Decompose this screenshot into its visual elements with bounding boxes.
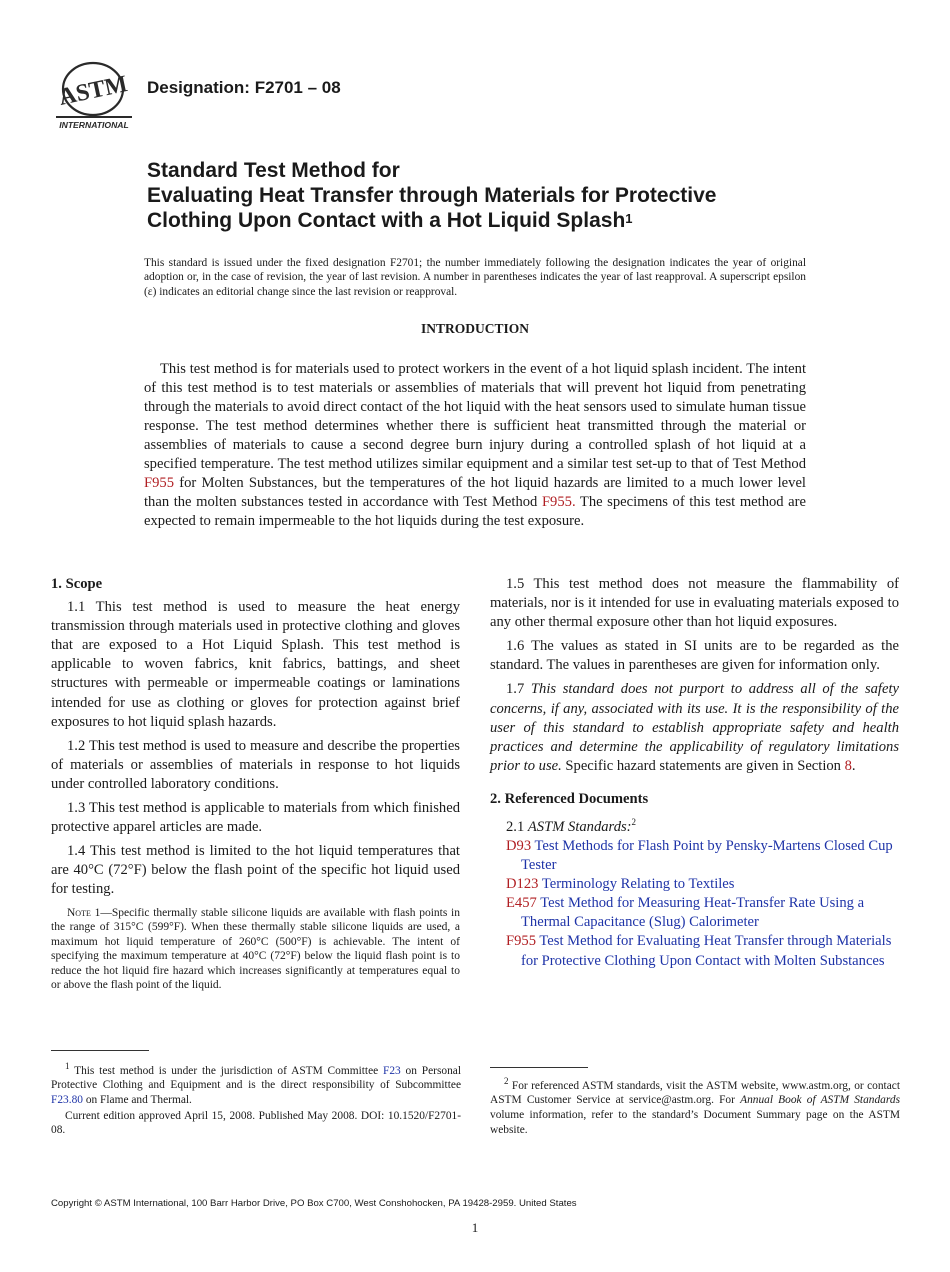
section-8-link[interactable]: 8 bbox=[844, 757, 852, 774]
footnote-1-text bbox=[51, 1059, 461, 1108]
astm-logo bbox=[52, 58, 134, 132]
footnote-2 bbox=[490, 1074, 900, 1138]
footnote-1-b: on Personal Protective Clothing and Equipment and is the direct responsibility of Subcommittee bbox=[51, 1064, 461, 1092]
footnote-rule-left bbox=[51, 1050, 149, 1051]
intro-link-f955-1[interactable]: F955 bbox=[144, 475, 175, 491]
paragraph-1-7-italic: This standard does not purport to address all of the safety concerns, if any, associated with its use. It is the responsibility of the user of this standard to establish appropriate safety and health practices and determine the applicability of regulatory limitations prior to use. bbox=[490, 681, 899, 774]
paragraph-1-7-end: . bbox=[851, 757, 856, 774]
left-column bbox=[51, 575, 460, 998]
footnote-1-c: on Flame and Thermal. bbox=[82, 1093, 192, 1106]
title-line-1: Standard Test Method for bbox=[147, 159, 400, 182]
note-1-text: —Specific thermally stable silicone liquids are available with flash points in the range of 315°C (599°F). When these thermally stable silicone liquids are used, a maximum hot liquid temperature of 260°C (500°F) is achievable. The intent of specifying the maximum temperature at 40°C (72°F) below the liquid flash point is to reduce the hot liquid fire hazard which increases significantly at temperatures equal to or above the flash point of the liquid. bbox=[51, 906, 460, 992]
footnote-2-a: For referenced ASTM standards, visit the ASTM website, www.astm.org, or contact ASTM Customer Service at service@astm.org. For bbox=[490, 1079, 900, 1107]
reference-code: E457 bbox=[506, 895, 537, 912]
footnote-2-text bbox=[490, 1074, 900, 1137]
title-footnote-mark: 1 bbox=[625, 211, 633, 226]
intro-text-a: This test method is for materials used to protect workers in the event of a hot liquid splash incident. The intent of this test method is to test materials or assemblies of materials that will prevent hot liquid from penetrating through the materials to avoid direct contact of the hot liquid with the heat sensors used to simulate human tissue response. The test method determines whether there is sufficient heat transmitted through the material or assemblies of materials to cause a second degree burn injury during a controlled splash of hot liquid at a specified temperature. The test method utilizes similar equipment and a similar test set-up to that of Test Method bbox=[144, 361, 806, 472]
intro-text-c: The specimens of this test method are expected to remain impermeable to the hot liquids during the test exposure. bbox=[144, 494, 806, 529]
reference-title: Test Methods for Flash Point by Pensky-Martens Closed Cup Tester bbox=[521, 837, 893, 874]
footnote-2-mark: 2 bbox=[504, 1076, 509, 1086]
footnote-1 bbox=[51, 1059, 461, 1139]
designation-value: F2701 – 08 bbox=[254, 78, 341, 97]
introduction-heading: INTRODUCTION bbox=[420, 321, 529, 336]
document-title bbox=[147, 158, 907, 233]
reference-d93[interactable] bbox=[506, 837, 899, 875]
note-1-label: Note 1 bbox=[67, 906, 101, 919]
reference-list bbox=[490, 837, 899, 971]
reference-title: Test Method for Measuring Heat-Transfer Rate Using a Thermal Capacitance (Slug) Calorimeter bbox=[521, 895, 865, 931]
paragraph-1-7 bbox=[490, 680, 899, 775]
footnote-1-a: This test method is under the jurisdiction of ASTM Committee bbox=[69, 1064, 383, 1077]
page-number: 1 bbox=[471, 1220, 479, 1235]
designation-label: Designation: bbox=[147, 78, 250, 97]
paragraph-1-4: 1.4 This test method is limited to the hot liquid temperatures that are 40°C (72°F) below the flash point of the specific hot liquid used for testing. bbox=[51, 843, 460, 898]
issuance-note: This standard is issued under the fixed designation F2701; the number immediately following the designation indicates the year of original adoption or, in the case of revision, the year of last revision. A number in parentheses indicates the year of last reapproval. A superscript epsilon (ε) indicates an editorial change since the last revision or reapproval. bbox=[144, 257, 806, 298]
paragraph-1-5: 1.5 This test method does not measure the flammability of materials, nor is it intended for use in evaluating materials exposed to any other thermal exposure other than hot liquid exposures. bbox=[490, 576, 899, 631]
title-line-3 bbox=[147, 208, 907, 233]
reference-title: Test Method for Evaluating Heat Transfer through Materials for Protective Clothing Upon Contact with Molten Substances bbox=[521, 933, 892, 969]
copyright-line: Copyright © ASTM International, 100 Barr Harbor Drive, PO Box C700, West Conshohocken, PA 19428-2959. United States bbox=[51, 1198, 577, 1209]
paragraph-2-1-italic: ASTM Standards: bbox=[527, 818, 632, 835]
footnote-1-edition: Current edition approved April 15, 2008. Published May 2008. DOI: 10.1520/F2701-08. bbox=[51, 1109, 461, 1137]
paragraph-1-7-tail: Specific hazard statements are given in Section bbox=[561, 757, 845, 774]
note-1 bbox=[51, 906, 460, 994]
paragraph-1-2: 1.2 This test method is used to measure and describe the properties of materials or assemblies of materials in response to hot liquids under controlled laboratory conditions. bbox=[51, 737, 460, 792]
title-line-2: Evaluating Heat Transfer through Materials for Protective bbox=[147, 184, 717, 207]
astm-logo-mark bbox=[52, 58, 134, 132]
paragraph-2-1-sup: 2 bbox=[631, 817, 637, 828]
intro-link-f955-2[interactable]: F955. bbox=[541, 494, 576, 510]
paragraph-1-1: 1.1 This test method is used to measure the heat energy transmission through materials used in protective clothing and gloves that are exposed to a Hot Liquid Splash. This test method is applicable to woven fabrics, knit fabrics, battings, and sheet structures with permeable or impermeable coatings or laminations intended for use as clothing or gloves for protection against brief exposures to hot liquid splash hazards. bbox=[51, 599, 460, 730]
section-2-heading: 2. Referenced Documents bbox=[490, 790, 649, 807]
reference-code: D93 bbox=[506, 837, 532, 854]
paragraph-1-3: 1.3 This test method is applicable to materials from which finished protective apparel articles are made. bbox=[51, 800, 460, 836]
title-line-3-text: Clothing Upon Contact with a Hot Liquid Splash bbox=[147, 209, 626, 232]
footnote-rule-right bbox=[490, 1067, 588, 1068]
reference-code: F955 bbox=[506, 933, 537, 950]
committee-f23-link[interactable]: F23 bbox=[383, 1064, 401, 1077]
paragraph-2-1-num: 2.1 bbox=[506, 818, 528, 835]
subcommittee-f23-80-link[interactable]: F23.80 bbox=[51, 1093, 83, 1106]
intro-text-b: for Molten Substances, but the temperatures of the hot liquid hazards are limited to a much lower level than the molten substances tested in accordance with Test Method bbox=[144, 475, 806, 510]
astm-logo-wordmark: ASTM bbox=[56, 71, 130, 111]
reference-code: D123 bbox=[506, 876, 539, 893]
designation bbox=[147, 78, 341, 98]
footnote-1-mark: 1 bbox=[65, 1061, 70, 1071]
reference-title: Terminology Relating to Textiles bbox=[538, 876, 735, 893]
paragraph-1-6: 1.6 The values as stated in SI units are to be regarded as the standard. The values in parentheses are given for information only. bbox=[490, 638, 899, 674]
reference-d123[interactable] bbox=[506, 875, 899, 894]
right-column bbox=[490, 575, 899, 971]
paragraph-1-7-num: 1.7 bbox=[506, 681, 531, 698]
footnote-2-b: volume information, refer to the standard’s Document Summary page on the ASTM website. bbox=[490, 1108, 900, 1136]
astm-logo-subtext: INTERNATIONAL bbox=[59, 120, 129, 130]
reference-e457[interactable] bbox=[506, 894, 899, 932]
paragraph-2-1 bbox=[490, 813, 899, 837]
reference-f955[interactable] bbox=[506, 932, 899, 970]
introduction-text bbox=[144, 360, 806, 531]
footnote-2-italic: Annual Book of ASTM Standards bbox=[740, 1094, 901, 1107]
section-1-heading: 1. Scope bbox=[51, 576, 103, 592]
